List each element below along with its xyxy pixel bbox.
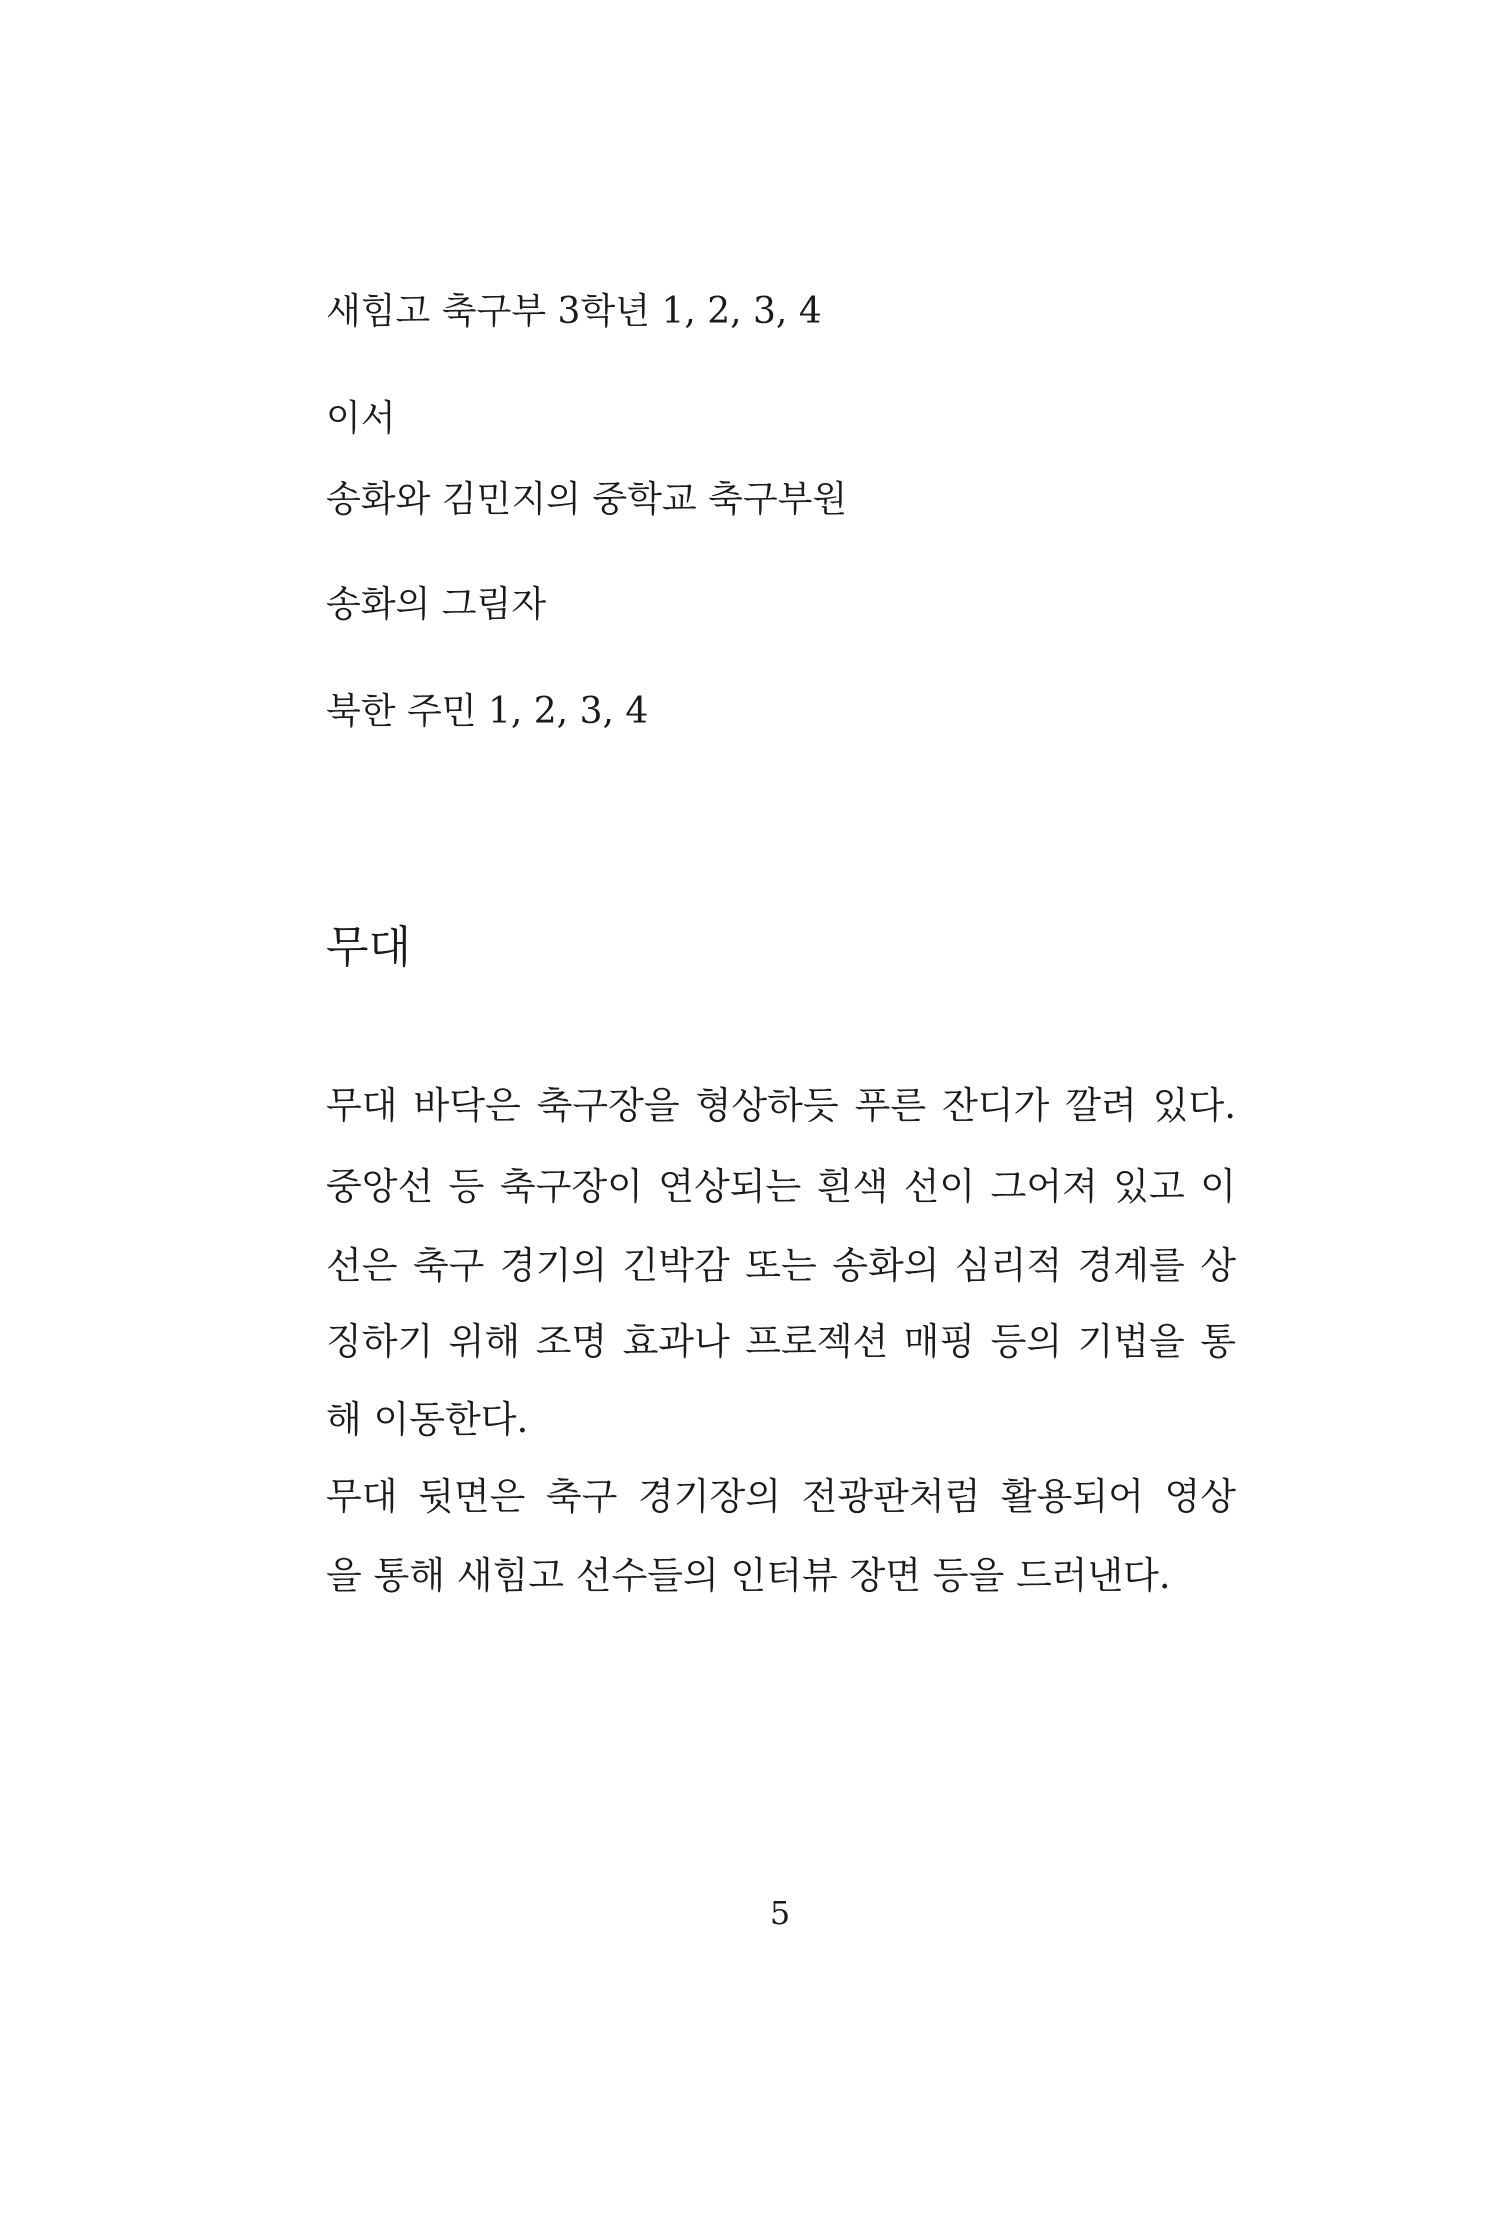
paragraph-line: 무대 바닥은 축구장을 형상하듯 푸른 잔디가 깔려 있다. (326, 1084, 1236, 1127)
cast-item: 새힘고 축구부 3학년 1, 2, 3, 4 (326, 291, 822, 332)
paragraph-line: 무대 뒷면은 축구 경기장의 전광판처럼 활용되어 영상 (326, 1475, 1236, 1518)
cast-item: 이서 (326, 398, 396, 439)
paragraph-line: 중앙선 등 축구장이 연상되는 흰색 선이 그어져 있고 이 (326, 1165, 1236, 1208)
paragraph-line: 해 이동한다. (326, 1398, 529, 1441)
cast-item: 송화의 그림자 (326, 584, 547, 625)
cast-item: 송화와 김민지의 중학교 축구부원 (326, 479, 848, 520)
paragraph-line: 을 통해 새힘고 선수들의 인터뷰 장면 등을 드러낸다. (326, 1554, 1171, 1597)
page-number: 5 (769, 1894, 791, 1932)
paragraph-line: 징하기 위해 조명 효과나 프로젝션 매핑 등의 기법을 통 (326, 1320, 1236, 1363)
paragraph-line: 선은 축구 경기의 긴박감 또는 송화의 심리적 경계를 상 (326, 1244, 1236, 1287)
cast-item: 북한 주민 1, 2, 3, 4 (326, 691, 649, 732)
section-title: 무대 (326, 922, 412, 973)
